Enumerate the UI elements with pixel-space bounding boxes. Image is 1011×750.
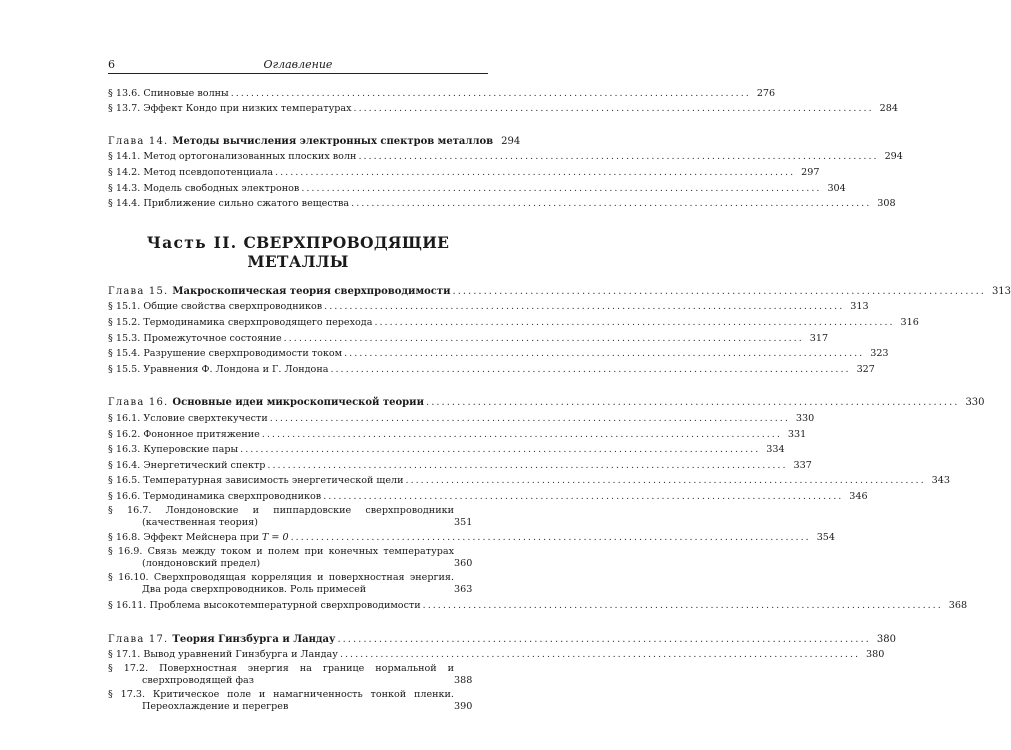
running-title: Оглавление	[263, 58, 333, 71]
toc-entry[interactable]	[108, 360, 875, 376]
toc-entry-16-9[interactable]: § 16.9. Связь между током и полем при конечных температурах (лондоновский предел) 360	[108, 546, 473, 570]
toc-entry[interactable]	[108, 441, 785, 457]
toc-entry[interactable]	[108, 84, 776, 100]
dot-leader: .......................................................................................................	[275, 166, 796, 178]
section-number: § 16.7.	[108, 504, 152, 516]
chapter-14-entry[interactable]	[108, 132, 521, 148]
page-ref: 316	[900, 316, 919, 328]
dot-leader: .......................................................................................................	[339, 649, 861, 661]
section-number: § 16.10.	[108, 572, 149, 584]
toc-entry[interactable]	[108, 148, 903, 164]
page-ref: 354	[816, 532, 836, 544]
section-number: § 16.9.	[108, 546, 143, 558]
chapter-label: Глава 15.	[108, 285, 169, 297]
section-title: Термодинамика сверхпроводников	[143, 490, 322, 502]
page-ref: 334	[766, 444, 785, 456]
section-title: Связь между током и полем при конечных температурах (лондоновский предел)	[142, 546, 454, 570]
section-number: § 14.2.	[108, 166, 141, 178]
section-title: Спиновые волны	[143, 87, 229, 99]
toc-entry-17-1[interactable]	[108, 646, 885, 662]
page-ref: 317	[809, 332, 829, 344]
section-number: § 14.4.	[108, 198, 141, 210]
toc-entry[interactable]	[108, 179, 846, 195]
section-title: Метод псевдопотенциала	[143, 166, 274, 178]
chapter-title: Теория Гинзбурга и Ландау	[172, 633, 336, 645]
toc-entry[interactable]	[108, 345, 889, 361]
section-title: Общие свойства сверхпроводников	[143, 301, 323, 313]
dot-leader: .......................................................................................................	[301, 182, 822, 194]
section-number: § 16.4.	[108, 459, 141, 471]
section-title: Поверхностная энергия на границе нормальной и сверхпроводящей фаз	[142, 663, 454, 687]
part-label: Часть II.	[146, 233, 238, 252]
section-title: Метод ортогонализованных плоских волн	[143, 151, 357, 163]
part-heading	[108, 233, 488, 271]
dot-leader: .......................................................................................................	[269, 412, 790, 424]
section-title: Приближение сильно сжатого вещества	[143, 198, 350, 210]
toc-entry[interactable]	[108, 329, 829, 345]
page-ref: 276	[756, 87, 776, 99]
page-ref: 330	[795, 412, 815, 424]
dot-leader: .......................................................................................................	[261, 428, 782, 440]
toc-entry-16-10[interactable]: § 16.10. Сверхпроводящая корреляция и поверхностная энергия. Два рода сверхпроводников. Роль примесей 363	[108, 572, 473, 596]
toc-entry-16-11[interactable]	[108, 596, 968, 612]
dot-leader: .......................................................................................................	[344, 348, 865, 360]
section-title: Уравнения Ф. Лондона и Г. Лондона	[143, 363, 329, 375]
section-number: § 16.1.	[108, 412, 141, 424]
toc-page	[108, 56, 1011, 713]
dot-leader: .......................................................................................................	[283, 332, 804, 344]
page-ref: 313	[850, 301, 869, 313]
chapter-title: Основные идеи микроскопической теории	[172, 397, 425, 409]
part-title: СВЕРХПРОВОДЯЩИЕ МЕТАЛЛЫ	[243, 233, 450, 271]
toc-entry[interactable]	[108, 195, 896, 211]
section-title: Фононное притяжение	[143, 428, 260, 440]
toc-entry[interactable]	[108, 163, 820, 179]
section-title: Лондоновские и пиппардовские сверхпроводники (качественная теория)	[142, 504, 454, 528]
dot-leader: .......................................................................................................	[324, 301, 845, 313]
running-header	[108, 56, 488, 74]
section-number: § 17.3.	[108, 689, 146, 701]
dot-leader: .......................................................................................................	[374, 316, 895, 328]
page-ref: 304	[827, 182, 846, 194]
section-title: Термодинамика сверхпроводящего перехода	[143, 316, 373, 328]
dot-leader: .......................................................................................................	[353, 103, 874, 115]
section-title: Вывод уравнений Гинзбурга и Ландау	[143, 649, 338, 661]
toc-entry[interactable]	[108, 487, 868, 503]
section-title: Энергетический спектр	[143, 459, 266, 471]
page-number: 6	[108, 58, 115, 71]
dot-leader: .......................................................................................................	[405, 475, 926, 487]
section-number: § 13.7.	[108, 103, 141, 115]
section-title: Критическое поле и намагниченность тонкой пленки. Переохлаждение и перегрев	[142, 689, 454, 713]
page-ref: 294	[501, 135, 521, 147]
section-title: Разрушение сверхпроводимости током	[143, 348, 343, 360]
section-number: § 16.5.	[108, 475, 141, 487]
page-ref: 327	[856, 363, 875, 375]
section-title: Проблема высокотемпературной сверхпроводимости	[149, 600, 421, 612]
toc-section-group	[108, 148, 903, 210]
chapter-15-entry[interactable]	[108, 282, 1011, 298]
toc-entry[interactable]	[108, 313, 919, 329]
chapter-17-entry[interactable]	[108, 630, 896, 646]
dot-leader: .......................................................................................................	[290, 532, 811, 544]
section-number: § 15.1.	[108, 301, 141, 313]
chapter-title: Методы вычисления электронных спектров металлов	[172, 135, 494, 147]
section-title: Эффект Мейснера при	[143, 532, 262, 544]
section-title: Куперовские пары	[143, 444, 239, 456]
dot-leader: .......................................................................................................	[267, 459, 788, 471]
chapter-title: Макроскопическая теория сверхпроводимости	[172, 285, 451, 297]
page-ref: 313	[991, 285, 1011, 297]
toc-entry-17-2[interactable]: § 17.2. Поверхностная энергия на границе нормальной и сверхпроводящей фаз 388	[108, 663, 473, 687]
page-ref: 380	[866, 649, 885, 661]
toc-section-group	[108, 298, 919, 376]
dot-leader: .......................................................................................................	[422, 600, 943, 612]
chapter-label: Глава 17.	[108, 633, 169, 645]
toc-entry[interactable]	[108, 298, 869, 314]
section-number: § 15.2.	[108, 316, 141, 328]
page-ref: 331	[787, 428, 807, 440]
dot-leader: .......................................................................................................	[426, 397, 960, 409]
page-ref: 380	[876, 633, 896, 645]
page-ref: 343	[931, 475, 950, 487]
section-number: § 17.2.	[108, 663, 149, 675]
section-title: Промежуточное состояние	[143, 332, 282, 344]
section-number: § 16.11.	[108, 600, 147, 612]
toc-entry-17-3[interactable]: § 17.3. Критическое поле и намагниченность тонкой пленки. Переохлаждение и перегрев 390	[108, 689, 473, 713]
page-ref: 330	[965, 397, 985, 409]
section-title: Модель свободных электронов	[143, 182, 300, 194]
dot-leader: .......................................................................................................	[330, 363, 851, 375]
section-number: § 16.8.	[108, 532, 141, 544]
page-ref: 308	[877, 198, 896, 210]
chapter-label: Глава 16.	[108, 397, 169, 409]
section-number: § 16.6.	[108, 490, 141, 502]
toc-entry[interactable]	[108, 456, 812, 472]
page-ref: 346	[849, 490, 868, 502]
dot-leader: .......................................................................................................	[230, 87, 751, 99]
toc-section-group	[108, 84, 898, 115]
chapter-16-entry[interactable]	[108, 394, 985, 410]
header-rule	[108, 73, 488, 74]
section-number: § 14.1.	[108, 151, 141, 163]
page-ref: 368	[948, 600, 968, 612]
section-number: § 14.3.	[108, 182, 141, 194]
toc-entry[interactable]	[108, 425, 807, 441]
section-title: Эффект Кондо при низких температурах	[143, 103, 352, 115]
math-expression: T = 0	[261, 532, 289, 544]
section-number: § 13.6.	[108, 87, 141, 99]
chapter-label: Глава 14.	[108, 135, 169, 147]
section-number: § 15.4.	[108, 348, 141, 360]
dot-leader: .......................................................................................................	[358, 151, 879, 163]
section-title: Сверхпроводящая корреляция и поверхностная энергия. Два рода сверхпроводников. Роль примесей	[142, 572, 454, 596]
page-ref: 284	[879, 103, 898, 115]
dot-leader: .......................................................................................................	[452, 285, 986, 297]
dot-leader: .......................................................................................................	[337, 633, 871, 645]
toc-entry[interactable]	[108, 472, 950, 488]
dot-leader: .......................................................................................................	[351, 198, 872, 210]
toc-entry[interactable]	[108, 409, 815, 425]
toc-section-group	[108, 409, 950, 503]
section-number: § 15.3.	[108, 332, 141, 344]
section-number: § 16.3.	[108, 444, 141, 456]
dot-leader: .......................................................................................................	[240, 444, 761, 456]
page-ref: 294	[884, 151, 903, 163]
section-number: § 17.1.	[108, 649, 141, 661]
dot-leader: .......................................................................................................	[323, 490, 844, 502]
section-title: Температурная зависимость энергетической щели	[143, 475, 404, 487]
section-number: § 16.2.	[108, 428, 141, 440]
page-ref: 323	[870, 348, 889, 360]
toc-entry-16-7[interactable]: § 16.7. Лондоновские и пиппардовские сверхпроводники (качественная теория) 351	[108, 504, 473, 528]
section-title: Условие сверхтекучести	[143, 412, 268, 424]
section-number: § 15.5.	[108, 363, 141, 375]
toc-entry[interactable]	[108, 100, 898, 116]
page-ref: 297	[801, 166, 820, 178]
toc-entry-16-8[interactable]	[108, 529, 836, 545]
page-ref: 337	[793, 459, 812, 471]
